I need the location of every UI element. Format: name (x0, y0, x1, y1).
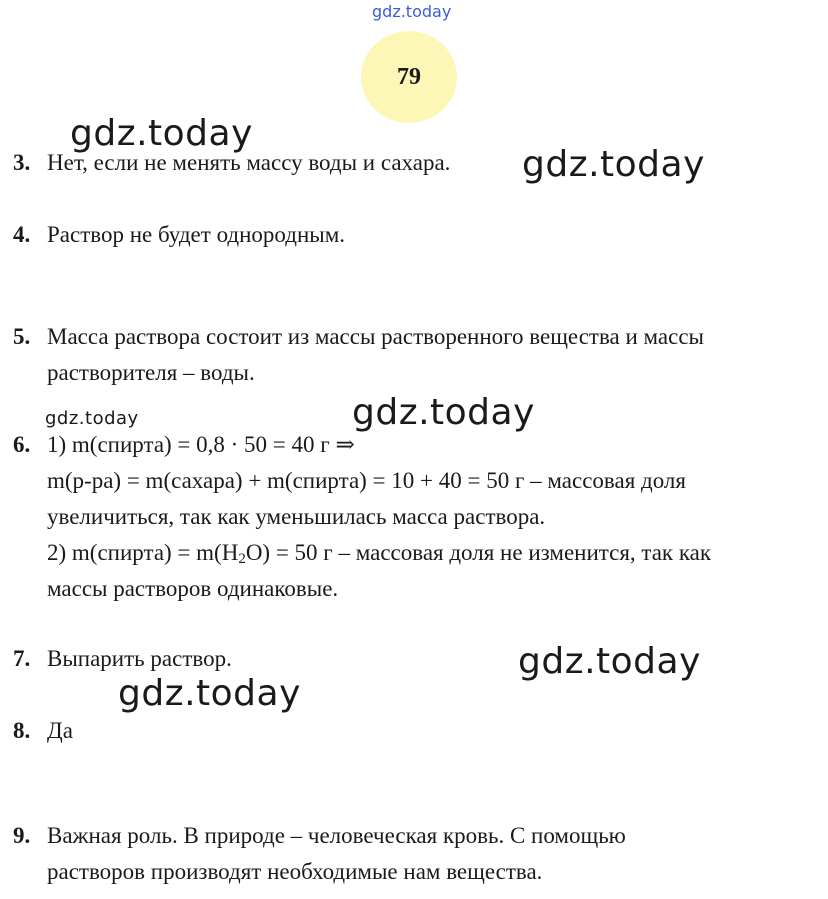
item-number: 7. (13, 646, 31, 671)
page-number-badge (361, 31, 457, 123)
item-number: 8. (13, 718, 31, 743)
item-number: 3. (13, 150, 31, 175)
item-number: 6. (13, 432, 31, 457)
page-number: 79 (397, 63, 421, 90)
watermark: gdz.today (352, 392, 535, 433)
watermark: gdz.today (118, 673, 301, 714)
watermark: gdz.today (45, 408, 139, 429)
answer-item-4 (13, 217, 823, 253)
answer-item-9 (13, 818, 823, 890)
item-text-line-formula (47, 535, 823, 571)
item-text-line: растворителя – воды. (47, 360, 255, 385)
item-text-line: Масса раствора состоит из массы растворенного вещества и массы (47, 324, 705, 349)
item-text-line: m(р-ра) = m(сахара) + m(спирта) = 10 + 40 = 50 г – массовая доля (47, 468, 686, 493)
watermark: gdz.today (70, 113, 253, 154)
formula-subscript: 2 (238, 551, 246, 567)
answer-item-5 (13, 319, 823, 391)
item-number: 5. (13, 324, 31, 349)
answer-item-8 (13, 713, 823, 749)
item-text-line: 1) m(спирта) = 0,8 · 50 = 40 г ⇒ (47, 432, 355, 457)
item-text-line: массы растворов одинаковые. (47, 576, 339, 601)
item-text-line: растворов производят необходимые нам вещества. (47, 859, 543, 884)
item-text-line: Выпарить раствор. (47, 646, 232, 671)
answer-item-6 (13, 427, 823, 607)
item-text-line: Да (47, 718, 73, 743)
watermark: gdz.today (522, 144, 705, 185)
watermark: gdz.today (518, 641, 701, 682)
item-text-line: Важная роль. В природе – человеческая кровь. С помощью (47, 823, 626, 848)
item-number: 4. (13, 222, 31, 247)
item-text-line: Раствор не будет однородным. (47, 222, 346, 247)
answer-item-3 (13, 145, 823, 181)
item-number: 9. (13, 823, 31, 848)
site-watermark-header: gdz.today (372, 2, 452, 21)
item-text-line: увеличиться, так как уменьшилась масса раствора. (47, 504, 546, 529)
item-text-line: Нет, если не менять массу воды и сахара. (47, 150, 451, 175)
formula-pre: 2) m(спирта) = m(H (47, 540, 239, 565)
answer-item-7 (13, 641, 823, 677)
formula-post: O) = 50 г – массовая доля не изменится, так как (245, 540, 712, 565)
